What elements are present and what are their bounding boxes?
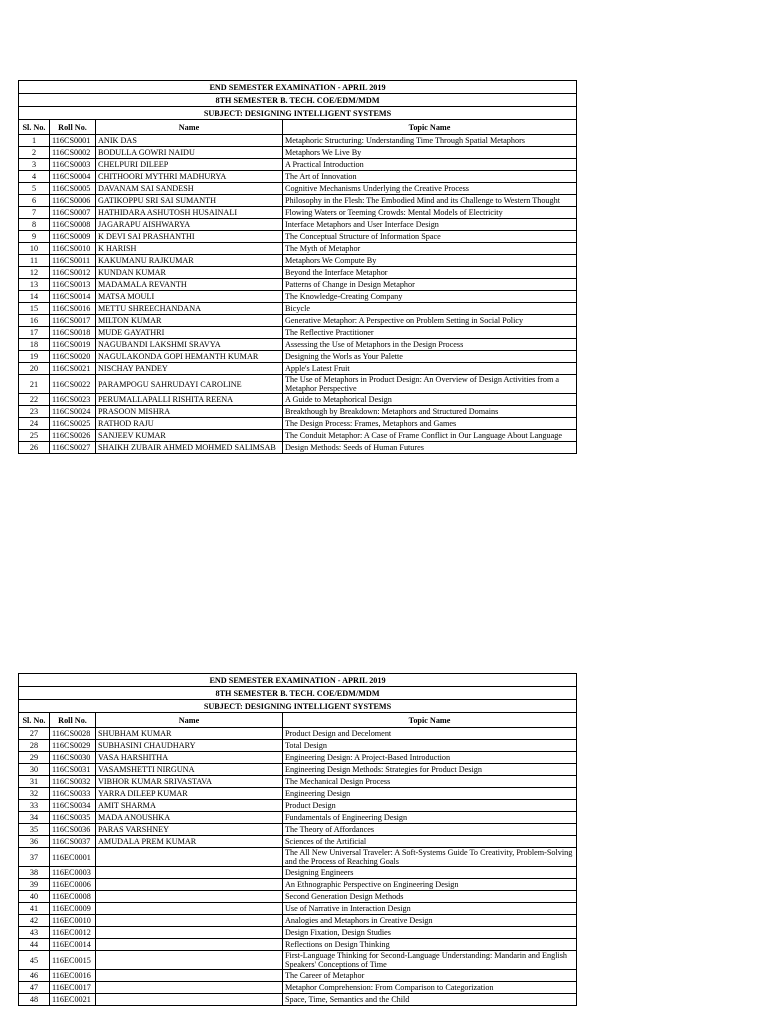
student-name-cell: CHELPURI DILEEP [96,159,283,171]
student-name-cell: NAGUBANDI LAKSHMI SRAVYA [96,339,283,351]
sl-no-cell: 48 [19,994,50,1006]
sl-no-cell: 1 [19,135,50,147]
sl-no-cell: 8 [19,219,50,231]
student-name-cell: PRASOON MISHRA [96,406,283,418]
table-row [19,339,577,351]
table-row [19,303,577,315]
sl-no-cell: 14 [19,291,50,303]
roll-no-cell: 116CS0013 [50,279,96,291]
roll-no-cell: 116EC0017 [50,982,96,994]
roll-no-cell: 116CS0011 [50,255,96,267]
student-name-cell: RATHOD RAJU [96,418,283,430]
roll-no-cell: 116CS0022 [50,375,96,394]
sl-no-cell: 2 [19,147,50,159]
sl-no-cell: 21 [19,375,50,394]
table-row [19,903,577,915]
student-name-cell: SUBHASINI CHAUDHARY [96,740,283,752]
roll-no-cell: 116CS0029 [50,740,96,752]
sl-no-cell: 3 [19,159,50,171]
table-row [19,442,577,454]
topic-name-cell: The All New Universal Traveler: A Soft-Systems Guide To Creativity, Problem-Solving and the Process of Reaching Goals [283,848,577,867]
roll-no-cell: 116CS0032 [50,776,96,788]
table-row [19,927,577,939]
topic-name-cell: Space, Time, Semantics and the Child [283,994,577,1006]
topic-name-cell: A Guide to Metaphorical Design [283,394,577,406]
exam-title: END SEMESTER EXAMINATION - APRIL 2019 [19,81,577,94]
table-row [19,994,577,1006]
roll-no-cell: 116CS0009 [50,231,96,243]
roll-no-cell: 116CS0037 [50,836,96,848]
table-row [19,279,577,291]
topic-name-cell: Analogies and Metaphors in Creative Design [283,915,577,927]
roll-no-cell: 116CS0027 [50,442,96,454]
table-row [19,836,577,848]
table-row [19,867,577,879]
topic-name-cell: Sciences of the Artificial [283,836,577,848]
roll-no-cell: 116EC0021 [50,994,96,1006]
student-name-cell: METTU SHREECHANDANA [96,303,283,315]
roll-no-cell: 116CS0026 [50,430,96,442]
student-name-cell: CHITHOORI MYTHRI MADHURYA [96,171,283,183]
topic-name-cell: An Ethnographic Perspective on Engineering Design [283,879,577,891]
roll-no-cell: 116CS0036 [50,824,96,836]
table-row [19,788,577,800]
sl-no-cell: 33 [19,800,50,812]
topic-name-cell: Fundamentals of Engineering Design [283,812,577,824]
topic-name-cell: First-Language Thinking for Second-Language Understanding: Mandarin and English Speakers' Conceptions of Time [283,951,577,970]
sl-no-cell: 45 [19,951,50,970]
topic-name-cell: Breakthough by Breakdown: Metaphors and Structured Domains [283,406,577,418]
student-name-cell: PARAMPOGU SAHRUDAYI CAROLINE [96,375,283,394]
table-row [19,315,577,327]
table-row [19,418,577,430]
table-row [19,752,577,764]
roll-no-cell: 116CS0017 [50,315,96,327]
sl-no-cell: 15 [19,303,50,315]
table-row [19,891,577,903]
table-row [19,147,577,159]
sl-no-cell: 37 [19,848,50,867]
topic-name-cell: Metaphor Comprehension: From Comparison to Categorization [283,982,577,994]
col-sl-no: Sl. No. [19,120,50,135]
col-roll-no: Roll No. [50,120,96,135]
sl-no-cell: 34 [19,812,50,824]
table-row [19,255,577,267]
table-row [19,207,577,219]
table-row [19,219,577,231]
sl-no-cell: 35 [19,824,50,836]
sl-no-cell: 42 [19,915,50,927]
roll-no-cell: 116CS0014 [50,291,96,303]
sl-no-cell: 20 [19,363,50,375]
roll-no-cell: 116CS0001 [50,135,96,147]
sl-no-cell: 47 [19,982,50,994]
column-header-row [19,120,577,135]
student-name-cell: K DEVI SAI PRASHANTHI [96,231,283,243]
sl-no-cell: 39 [19,879,50,891]
topic-name-cell: Engineering Design [283,788,577,800]
topic-name-cell: Cognitive Mechanisms Underlying the Creative Process [283,183,577,195]
exam-topic-table-2 [18,673,577,1006]
topic-name-cell: Engineering Design: A Project-Based Introduction [283,752,577,764]
topic-name-cell: The Theory of Affordances [283,824,577,836]
sl-no-cell: 30 [19,764,50,776]
table-row [19,394,577,406]
col-topic: Topic Name [283,713,577,728]
roll-no-cell: 116CS0030 [50,752,96,764]
student-name-cell: SHUBHAM KUMAR [96,728,283,740]
roll-no-cell: 116EC0014 [50,939,96,951]
topic-name-cell: Design Fixation, Design Studies [283,927,577,939]
roll-no-cell: 116CS0021 [50,363,96,375]
student-name-cell: PERUMALLAPALLI RISHITA REENA [96,394,283,406]
roll-no-cell: 116CS0023 [50,394,96,406]
sl-no-cell: 12 [19,267,50,279]
topic-name-cell: The Conceptual Structure of Information Space [283,231,577,243]
roll-no-cell: 116CS0024 [50,406,96,418]
exam-topic-table-1 [18,80,577,454]
student-name-cell: VIBHOR KUMAR SRIVASTAVA [96,776,283,788]
student-name-cell: MUDE GAYATHRI [96,327,283,339]
student-name-cell: KAKUMANU RAJKUMAR [96,255,283,267]
topic-name-cell: Total Design [283,740,577,752]
table-row [19,728,577,740]
student-name-cell: KUNDAN KUMAR [96,267,283,279]
student-name-cell: HATHIDARA ASHUTOSH HUSAINALI [96,207,283,219]
student-name-cell: ANIK DAS [96,135,283,147]
student-name-cell [96,848,283,867]
table-row [19,375,577,394]
col-name: Name [96,713,283,728]
student-name-cell [96,951,283,970]
topic-name-cell: Designing Engineers [283,867,577,879]
semester-line: 8TH SEMESTER B. TECH. COE/EDM/MDM [19,94,577,107]
table-row [19,406,577,418]
sl-no-cell: 24 [19,418,50,430]
sl-no-cell: 16 [19,315,50,327]
topic-name-cell: Use of Narrative in Interaction Design [283,903,577,915]
roll-no-cell: 116CS0004 [50,171,96,183]
sl-no-cell: 4 [19,171,50,183]
roll-no-cell: 116CS0006 [50,195,96,207]
sl-no-cell: 36 [19,836,50,848]
roll-no-cell: 116EC0010 [50,915,96,927]
student-name-cell [96,891,283,903]
topic-name-cell: Metaphors We Compute By [283,255,577,267]
sl-no-cell: 27 [19,728,50,740]
sl-no-cell: 46 [19,970,50,982]
topic-name-cell: Beyond the Interface Metaphor [283,267,577,279]
topic-name-cell: Second Generation Design Methods [283,891,577,903]
topic-name-cell: The Reflective Practitioner [283,327,577,339]
topic-name-cell: Engineering Design Methods: Strategies for Product Design [283,764,577,776]
topic-name-cell: The Knowledge-Creating Company [283,291,577,303]
topic-name-cell: A Practical Introduction [283,159,577,171]
student-name-cell: SHAIKH ZUBAIR AHMED MOHMED SALIMSAB [96,442,283,454]
topic-name-cell: The Mechanical Design Process [283,776,577,788]
table-row [19,879,577,891]
topic-name-cell: Design Methods: Seeds of Human Futures [283,442,577,454]
student-name-cell: JAGARAPU AISHWARYA [96,219,283,231]
table-row [19,800,577,812]
student-name-cell: VASA HARSHITHA [96,752,283,764]
table-row [19,135,577,147]
sl-no-cell: 29 [19,752,50,764]
table-row [19,824,577,836]
roll-no-cell: 116CS0033 [50,788,96,800]
topic-name-cell: Flowing Waters or Teeming Crowds: Mental Models of Electricity [283,207,577,219]
topic-name-cell: Reflections on Design Thinking [283,939,577,951]
table-row [19,982,577,994]
sl-no-cell: 41 [19,903,50,915]
topic-name-cell: Assessing the Use of Metaphors in the Design Process [283,339,577,351]
col-topic: Topic Name [283,120,577,135]
topic-name-cell: Metaphors We Live By [283,147,577,159]
sl-no-cell: 6 [19,195,50,207]
topic-name-cell: Patterns of Change in Design Metaphor [283,279,577,291]
topic-name-cell: Bicycle [283,303,577,315]
student-name-cell: DAVANAM SAI SANDESH [96,183,283,195]
topic-name-cell: The Conduit Metaphor: A Case of Frame Conflict in Our Language About Language [283,430,577,442]
sl-no-cell: 26 [19,442,50,454]
topic-name-cell: The Use of Metaphors in Product Design: An Overview of Design Activities from a Metaphor Perspective [283,375,577,394]
student-name-cell: MADAMALA REVANTH [96,279,283,291]
student-name-cell: MATSA MOULI [96,291,283,303]
table-row [19,159,577,171]
table-row [19,915,577,927]
roll-no-cell: 116EC0009 [50,903,96,915]
sl-no-cell: 25 [19,430,50,442]
table-row [19,363,577,375]
roll-no-cell: 116EC0003 [50,867,96,879]
sl-no-cell: 10 [19,243,50,255]
student-name-cell [96,982,283,994]
student-name-cell: SANJEEV KUMAR [96,430,283,442]
sl-no-cell: 19 [19,351,50,363]
student-name-cell: MILTON KUMAR [96,315,283,327]
exam-title: END SEMESTER EXAMINATION - APRIL 2019 [19,674,577,687]
sl-no-cell: 28 [19,740,50,752]
student-name-cell: VASAMSHETTI NIRGUNA [96,764,283,776]
sl-no-cell: 23 [19,406,50,418]
table-row [19,243,577,255]
sl-no-cell: 9 [19,231,50,243]
table-row [19,327,577,339]
roll-no-cell: 116CS0005 [50,183,96,195]
sl-no-cell: 40 [19,891,50,903]
table-row [19,171,577,183]
student-name-cell: PARAS VARSHNEY [96,824,283,836]
student-name-cell: MADA ANOUSHKA [96,812,283,824]
topic-name-cell: The Career of Metaphor [283,970,577,982]
student-name-cell: BODULLA GOWRI NAIDU [96,147,283,159]
roll-no-cell: 116CS0012 [50,267,96,279]
table-row [19,195,577,207]
student-name-cell: AMIT SHARMA [96,800,283,812]
table-row [19,291,577,303]
table-row [19,939,577,951]
student-name-cell [96,903,283,915]
roll-no-cell: 116EC0001 [50,848,96,867]
table-row [19,970,577,982]
table-row [19,764,577,776]
sl-no-cell: 22 [19,394,50,406]
sl-no-cell: 44 [19,939,50,951]
roll-no-cell: 116CS0002 [50,147,96,159]
roll-no-cell: 116CS0010 [50,243,96,255]
student-name-cell [96,915,283,927]
topic-name-cell: Product Design and Deceloment [283,728,577,740]
topic-name-cell: Designing the Worls as Your Palette [283,351,577,363]
sl-no-cell: 11 [19,255,50,267]
student-name-cell: NISCHAY PANDEY [96,363,283,375]
topic-name-cell: Philosophy in the Flesh: The Embodied Mind and its Challenge to Western Thought [283,195,577,207]
table-row [19,951,577,970]
student-name-cell: K HARISH [96,243,283,255]
sl-no-cell: 17 [19,327,50,339]
table-row [19,740,577,752]
semester-line: 8TH SEMESTER B. TECH. COE/EDM/MDM [19,687,577,700]
subject-line: SUBJECT: DESIGNING INTELLIGENT SYSTEMS [19,700,577,713]
table-row [19,267,577,279]
sl-no-cell: 7 [19,207,50,219]
student-name-cell [96,970,283,982]
roll-no-cell: 116CS0031 [50,764,96,776]
table-row [19,848,577,867]
student-name-cell [96,867,283,879]
topic-name-cell: Product Design [283,800,577,812]
col-sl-no: Sl. No. [19,713,50,728]
table-row [19,776,577,788]
sl-no-cell: 31 [19,776,50,788]
topic-name-cell: Interface Metaphors and User Interface Design [283,219,577,231]
roll-no-cell: 116CS0019 [50,339,96,351]
sl-no-cell: 18 [19,339,50,351]
roll-no-cell: 116EC0006 [50,879,96,891]
roll-no-cell: 116CS0016 [50,303,96,315]
student-name-cell [96,879,283,891]
roll-no-cell: 116CS0007 [50,207,96,219]
student-name-cell [96,927,283,939]
student-name-cell: NAGULAKONDA GOPI HEMANTH KUMAR [96,351,283,363]
topic-name-cell: Metaphoric Structuring: Understanding Time Through Spatial Metaphors [283,135,577,147]
roll-no-cell: 116EC0015 [50,951,96,970]
sl-no-cell: 38 [19,867,50,879]
student-name-cell: AMUDALA PREM KUMAR [96,836,283,848]
roll-no-cell: 116CS0008 [50,219,96,231]
student-name-cell: YARRA DILEEP KUMAR [96,788,283,800]
topic-name-cell: The Art of Innovation [283,171,577,183]
student-name-cell [96,994,283,1006]
table-row [19,430,577,442]
roll-no-cell: 116CS0018 [50,327,96,339]
roll-no-cell: 116CS0025 [50,418,96,430]
sl-no-cell: 43 [19,927,50,939]
roll-no-cell: 116CS0028 [50,728,96,740]
roll-no-cell: 116EC0012 [50,927,96,939]
col-name: Name [96,120,283,135]
topic-name-cell: The Design Process: Frames, Metaphors and Games [283,418,577,430]
table-row [19,812,577,824]
table-row [19,231,577,243]
col-roll-no: Roll No. [50,713,96,728]
sl-no-cell: 32 [19,788,50,800]
roll-no-cell: 116EC0016 [50,970,96,982]
roll-no-cell: 116CS0034 [50,800,96,812]
roll-no-cell: 116EC0008 [50,891,96,903]
topic-name-cell: Apple's Latest Fruit [283,363,577,375]
subject-line: SUBJECT: DESIGNING INTELLIGENT SYSTEMS [19,107,577,120]
column-header-row [19,713,577,728]
student-name-cell: GATIKOPPU SRI SAI SUMANTH [96,195,283,207]
table-row [19,351,577,363]
sl-no-cell: 13 [19,279,50,291]
student-name-cell [96,939,283,951]
roll-no-cell: 116CS0035 [50,812,96,824]
table-row [19,183,577,195]
roll-no-cell: 116CS0003 [50,159,96,171]
topic-name-cell: Generative Metaphor: A Perspective on Problem Setting in Social Policy [283,315,577,327]
sl-no-cell: 5 [19,183,50,195]
topic-name-cell: The Myth of Metaphor [283,243,577,255]
roll-no-cell: 116CS0020 [50,351,96,363]
